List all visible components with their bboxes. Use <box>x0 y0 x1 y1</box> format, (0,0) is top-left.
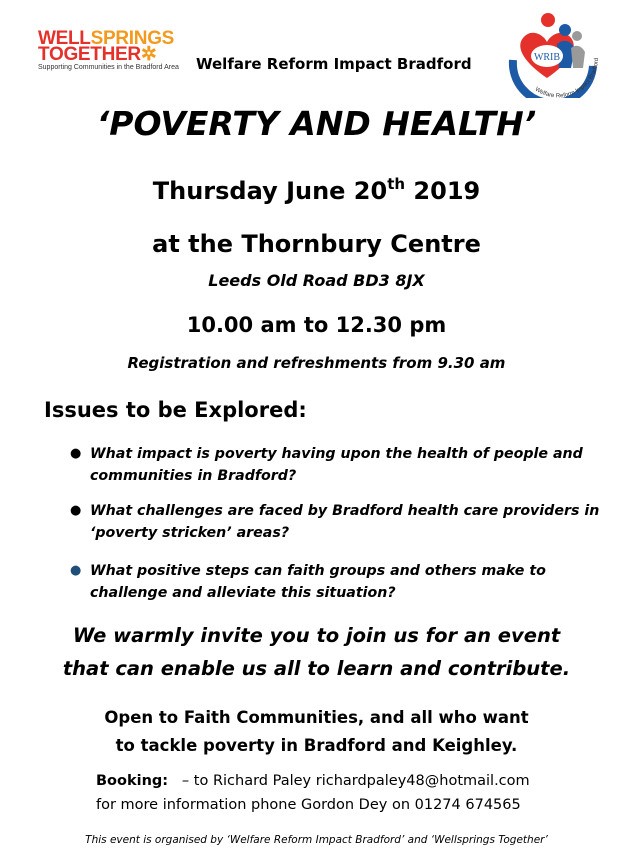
logo-line-1: WELLSPRINGS <box>38 28 175 49</box>
phone-info: for more information phone Gordon Dey on 01274 674565 <box>96 797 521 813</box>
issue-item: ● What positive steps can faith groups and others make to challenge and alleviate this situation? <box>70 560 610 604</box>
bullet-icon: ● <box>70 503 82 518</box>
booking-label: Booking: <box>96 773 169 789</box>
event-registration: Registration and refreshments from 9.30 am <box>127 354 506 372</box>
invite-line-2: that can enable us all to learn and contribute. <box>62 657 571 680</box>
wellsprings-together-logo <box>38 30 188 80</box>
issue-item: ● What impact is poverty having upon the health of people and communities in Bradford? <box>70 443 610 487</box>
event-title: ‘POVERTY AND HEALTH’ <box>96 104 537 143</box>
event-time: 10.00 am to 12.30 pm <box>186 313 447 337</box>
bullet-icon: ● <box>70 446 82 461</box>
event-date: Thursday June 20th 2019 <box>152 175 481 205</box>
open-line-1: Open to Faith Communities, and all who want <box>104 708 529 727</box>
event-address: Leeds Old Road BD3 8JX <box>208 271 425 290</box>
bullet-icon: ● <box>70 563 82 578</box>
wrib-logo-icon <box>505 8 605 98</box>
issue-item: ● What challenges are faced by Bradford health care providers in ‘poverty stricken’ areas? <box>70 500 610 544</box>
header-organisation-name: Welfare Reform Impact Bradford <box>196 55 472 73</box>
open-line-2: to tackle poverty in Bradford and Keighley. <box>115 736 518 755</box>
booking-contact: – to Richard Paley richardpaley48@hotmail.com <box>181 773 530 789</box>
logo-tagline: Supporting Communities in the Bradford Area <box>38 64 179 71</box>
booking-info <box>96 773 530 789</box>
logo-line-2: TOGETHER✲ <box>38 44 157 65</box>
issues-heading: Issues to be Explored: <box>44 398 307 422</box>
footer-note: This event is organised by ‘Welfare Reform Impact Bradford’ and ‘Wellsprings Together’ <box>85 834 548 846</box>
event-venue: at the Thornbury Centre <box>152 230 481 258</box>
invite-line-1: We warmly invite you to join us for an event <box>72 624 561 647</box>
wrib-logo <box>505 8 605 98</box>
svg-text:WRIB: WRIB <box>533 52 561 63</box>
svg-text:Welfare Reform Impact Bradford: Welfare Reform Impact Bradford <box>533 57 601 98</box>
